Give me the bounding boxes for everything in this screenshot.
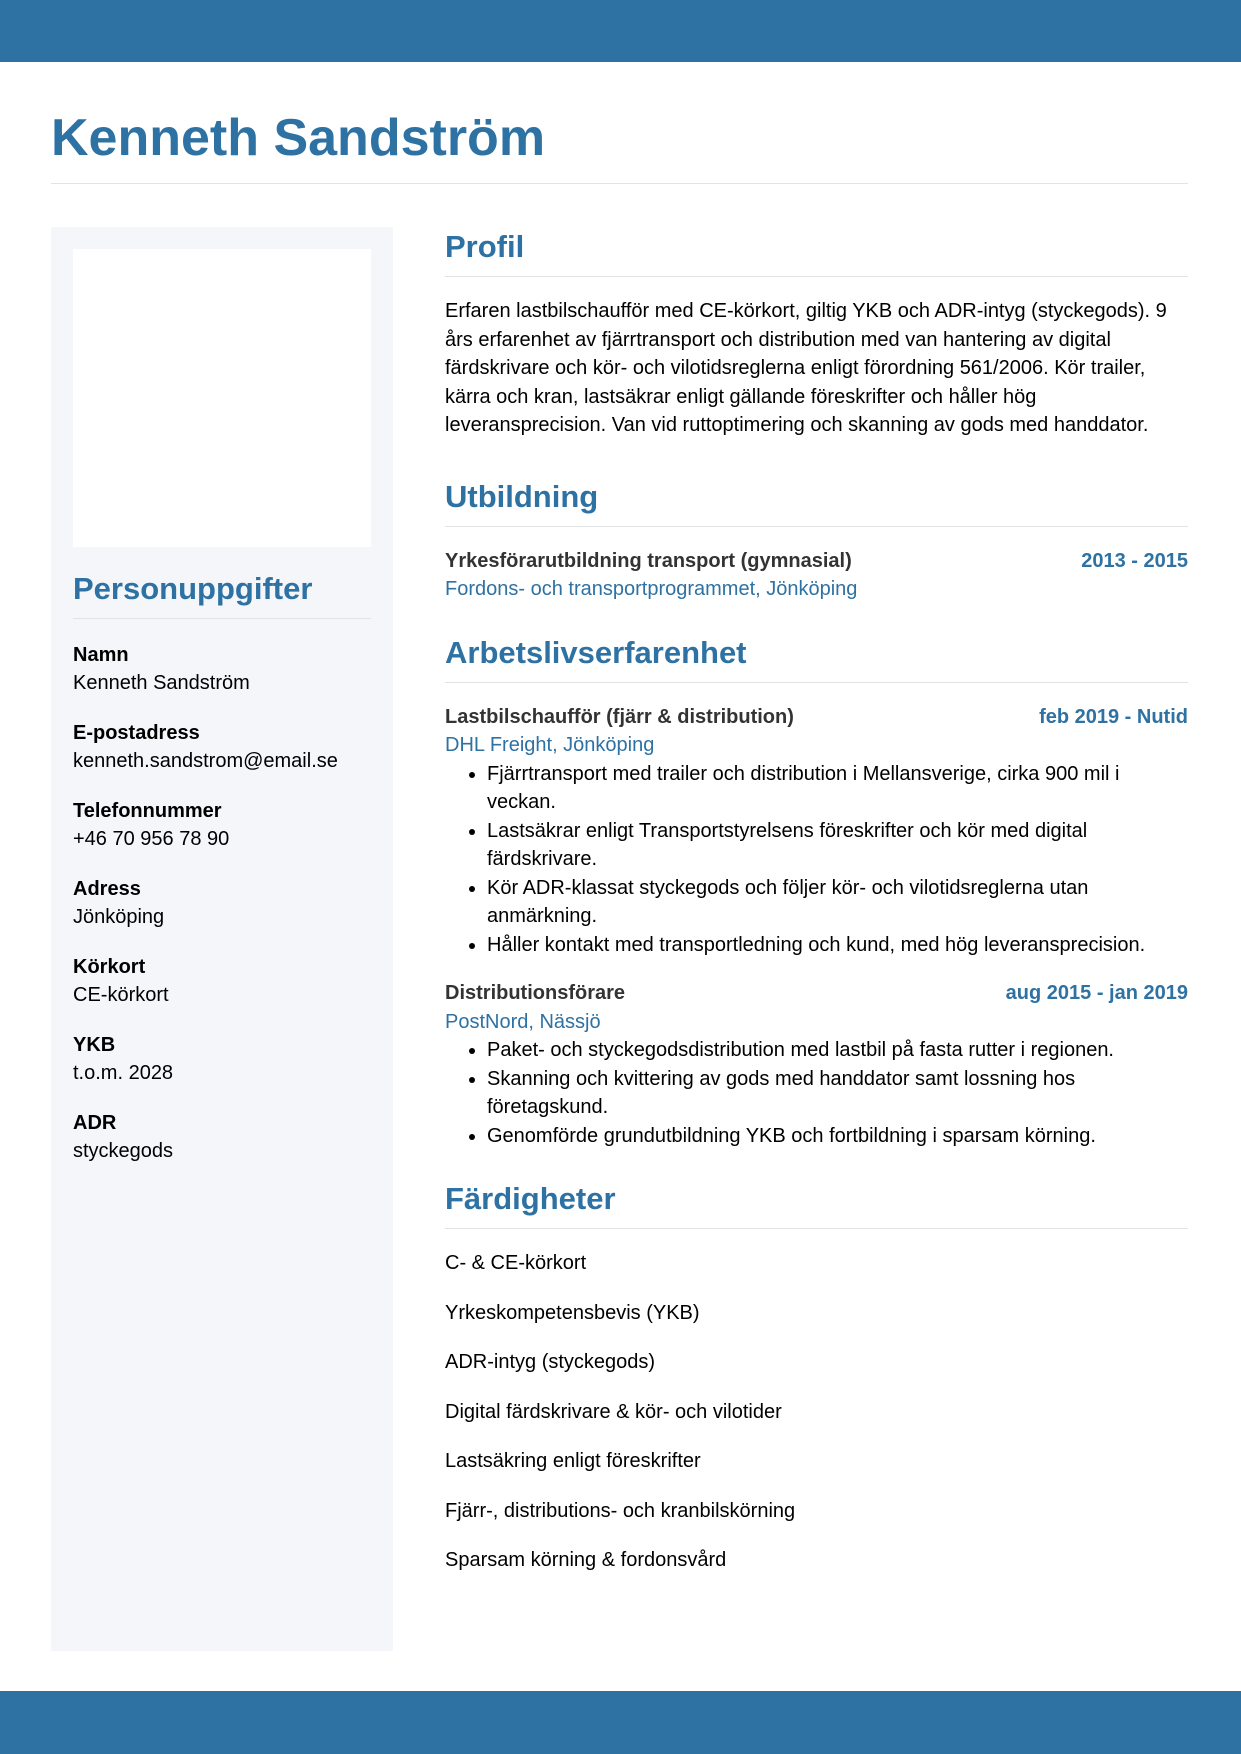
info-item-adr <box>73 1109 373 1165</box>
skill-item: Sparsam körning & fordonsvård <box>445 1549 727 1571</box>
info-item-address <box>73 875 373 931</box>
entry-title: Distributionsförare <box>445 982 626 1004</box>
info-label: E-postadress <box>73 722 200 744</box>
personal-info-divider <box>73 618 371 619</box>
personal-info-title: Personuppgifter <box>73 571 313 606</box>
info-label: Namn <box>73 644 129 666</box>
skill-item: Digital färdskrivare & kör- och vilotider <box>445 1400 782 1423</box>
skill-item: Lastsäkring enligt föreskrifter <box>445 1450 701 1472</box>
section-title-skills: Färdigheter <box>445 1181 616 1216</box>
info-value: kenneth.sandstrom@email.se <box>73 750 338 772</box>
section-divider <box>445 526 1188 527</box>
section-divider <box>445 682 1188 683</box>
info-value: styckegods <box>73 1140 174 1162</box>
entry-date: feb 2019 - Nutid <box>1039 705 1188 728</box>
bullet-item: • Paket- och styckegodsdistribution med lastbil på fasta rutter i regionen. <box>487 1036 1188 1065</box>
info-label: Körkort <box>73 956 146 978</box>
section-divider <box>445 276 1188 277</box>
entry-header <box>445 979 1188 1008</box>
info-item-name <box>73 641 373 697</box>
top-banner <box>0 0 1241 62</box>
entry-bullet-list <box>445 1036 1188 1150</box>
info-value: CE-körkort <box>73 984 169 1006</box>
entry-header <box>445 547 1188 576</box>
bullet-item: • Lastsäkrar enligt Transportstyrelsens föreskrifter och kör med digital färdskrivare. <box>487 817 1188 874</box>
info-item-phone <box>73 797 373 853</box>
info-label: Telefonnummer <box>73 800 222 822</box>
profile-photo-placeholder <box>73 249 371 547</box>
experience-entry <box>445 703 1188 960</box>
section-title-experience: Arbetslivserfarenhet <box>445 634 747 670</box>
bullet-item: • Kör ADR-klassat styckegods och följer kör- och vilotidsreglerna utan anmärkning. <box>487 874 1188 931</box>
entry-date: aug 2015 - jan 2019 <box>1005 982 1188 1004</box>
info-value: t.o.m. 2028 <box>73 1062 174 1084</box>
education-entry <box>445 547 1188 604</box>
entry-organization: Fordons- och transportprogrammet, Jönköping <box>445 578 858 600</box>
info-label: ADR <box>73 1112 117 1134</box>
entry-date: 2013 - 2015 <box>1081 549 1188 572</box>
candidate-name: Kenneth Sandström <box>51 109 546 167</box>
info-value: Jönköping <box>73 906 165 928</box>
skill-item: Yrkeskompetensbevis (YKB) <box>445 1301 700 1324</box>
skill-item: ADR-intyg (styckegods) <box>445 1351 656 1373</box>
info-value: +46 70 956 78 90 <box>73 828 230 850</box>
bullet-item: • Håller kontakt med transportledning och kund, med hög leveransprecision. <box>487 931 1188 960</box>
profile-text: Erfaren lastbilschaufför med CE-körkort, giltig YKB och ADR-intyg (styckegods). 9 års erfarenhet av fjärrtransport och distribution med van hantering av digital färdskrivare och kör- och vilotidsreglerna enligt förordning 561/2006. Kör trailer, kärra och kran, lastsäkrar enligt gällande föreskrifter och håller hög leveransprecision. Van vid ruttoptimering och skanning av gods med handdator. <box>445 300 1167 436</box>
skill-item: C- & CE-körkort <box>445 1252 587 1274</box>
section-title-education: Utbildning <box>445 478 599 514</box>
experience-entry <box>445 979 1188 1150</box>
info-item-ykb <box>73 1031 373 1087</box>
section-title-profile: Profil <box>445 229 525 264</box>
profile-section <box>445 218 1188 440</box>
bullet-item: • Fjärrtransport med trailer och distribution i Mellansverige, cirka 900 mil i veckan. <box>487 760 1188 817</box>
info-item-email <box>73 719 373 775</box>
skill-item: Fjärr-, distributions- och kranbilskörning <box>445 1499 796 1522</box>
info-item-license <box>73 953 373 1009</box>
info-label: YKB <box>73 1034 116 1056</box>
info-value: Kenneth Sandström <box>73 672 250 694</box>
entry-title: Lastbilschaufför (fjärr & distribution) <box>445 705 794 728</box>
main-content <box>445 218 1188 1596</box>
bullet-item: • Skanning och kvittering av gods med handdator samt lossning hos företagskund. <box>487 1065 1188 1122</box>
entry-organization: DHL Freight, Jönköping <box>445 734 655 756</box>
bullet-item: • Genomförde grundutbildning YKB och fortbildning i sparsam körning. <box>487 1122 1188 1151</box>
education-section <box>445 468 1188 604</box>
info-label: Adress <box>73 878 141 900</box>
personal-info-list <box>73 641 373 1187</box>
personal-info-sidebar <box>51 227 393 1651</box>
entry-header <box>445 703 1188 732</box>
header-divider <box>51 183 1188 184</box>
entry-bullet-list <box>445 760 1188 960</box>
section-divider <box>445 1228 1188 1229</box>
bottom-banner <box>0 1691 1241 1754</box>
skills-section <box>445 1170 1188 1574</box>
entry-title: Yrkesförarutbildning transport (gymnasial) <box>445 549 852 572</box>
entry-organization: PostNord, Nässjö <box>445 1010 601 1033</box>
experience-section <box>445 624 1188 1151</box>
